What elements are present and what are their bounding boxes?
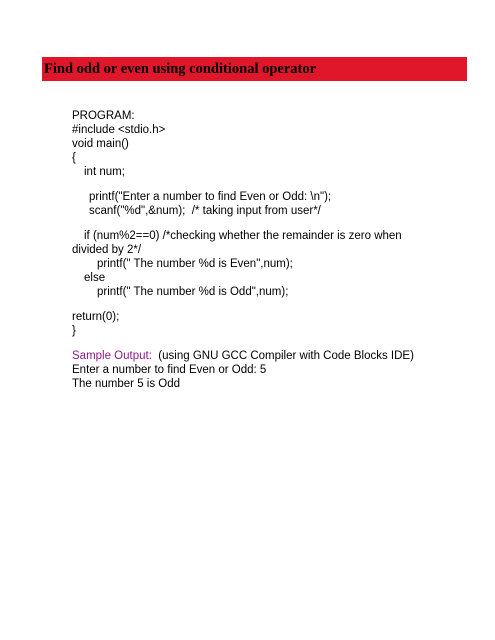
scanf-line: scanf("%d",&num); /* taking input from user*/ <box>89 205 321 217</box>
close-brace-line: } <box>72 325 76 337</box>
blank-line <box>72 299 432 310</box>
code-block <box>72 109 432 391</box>
include-line: #include <stdio.h> <box>72 124 166 136</box>
title-banner <box>42 57 467 81</box>
printf-odd-line: printf(" The number %d is Odd",num); <box>97 286 289 298</box>
program-label: PROGRAM: <box>72 110 135 122</box>
return-line: return(0); <box>72 311 120 323</box>
blank-line <box>72 179 432 190</box>
sample-output-note: (using GNU GCC Compiler with Code Blocks IDE) <box>151 350 414 362</box>
main-signature-line: void main() <box>72 138 129 150</box>
page-title: Find odd or even using conditional operator <box>44 61 317 77</box>
sample-output-heading <box>72 349 432 363</box>
open-brace-line: { <box>72 152 76 164</box>
blank-line <box>72 218 432 229</box>
printf-prompt-line: printf("Enter a number to find Even or Odd: \n"); <box>89 191 332 203</box>
else-line: else <box>84 272 106 284</box>
blank-line <box>72 338 432 349</box>
sample-output-line-1: Enter a number to find Even or Odd: 5 <box>72 364 267 376</box>
sample-output-label: Sample Output: <box>72 350 152 362</box>
declaration-line: int num; <box>84 166 125 178</box>
if-condition-line: if (num%2==0) /*checking whether the remainder is zero when divided by 2*/ <box>72 230 402 256</box>
sample-output-line-2: The number 5 is Odd <box>72 378 181 390</box>
printf-even-line: printf(" The number %d is Even",num); <box>97 258 293 270</box>
